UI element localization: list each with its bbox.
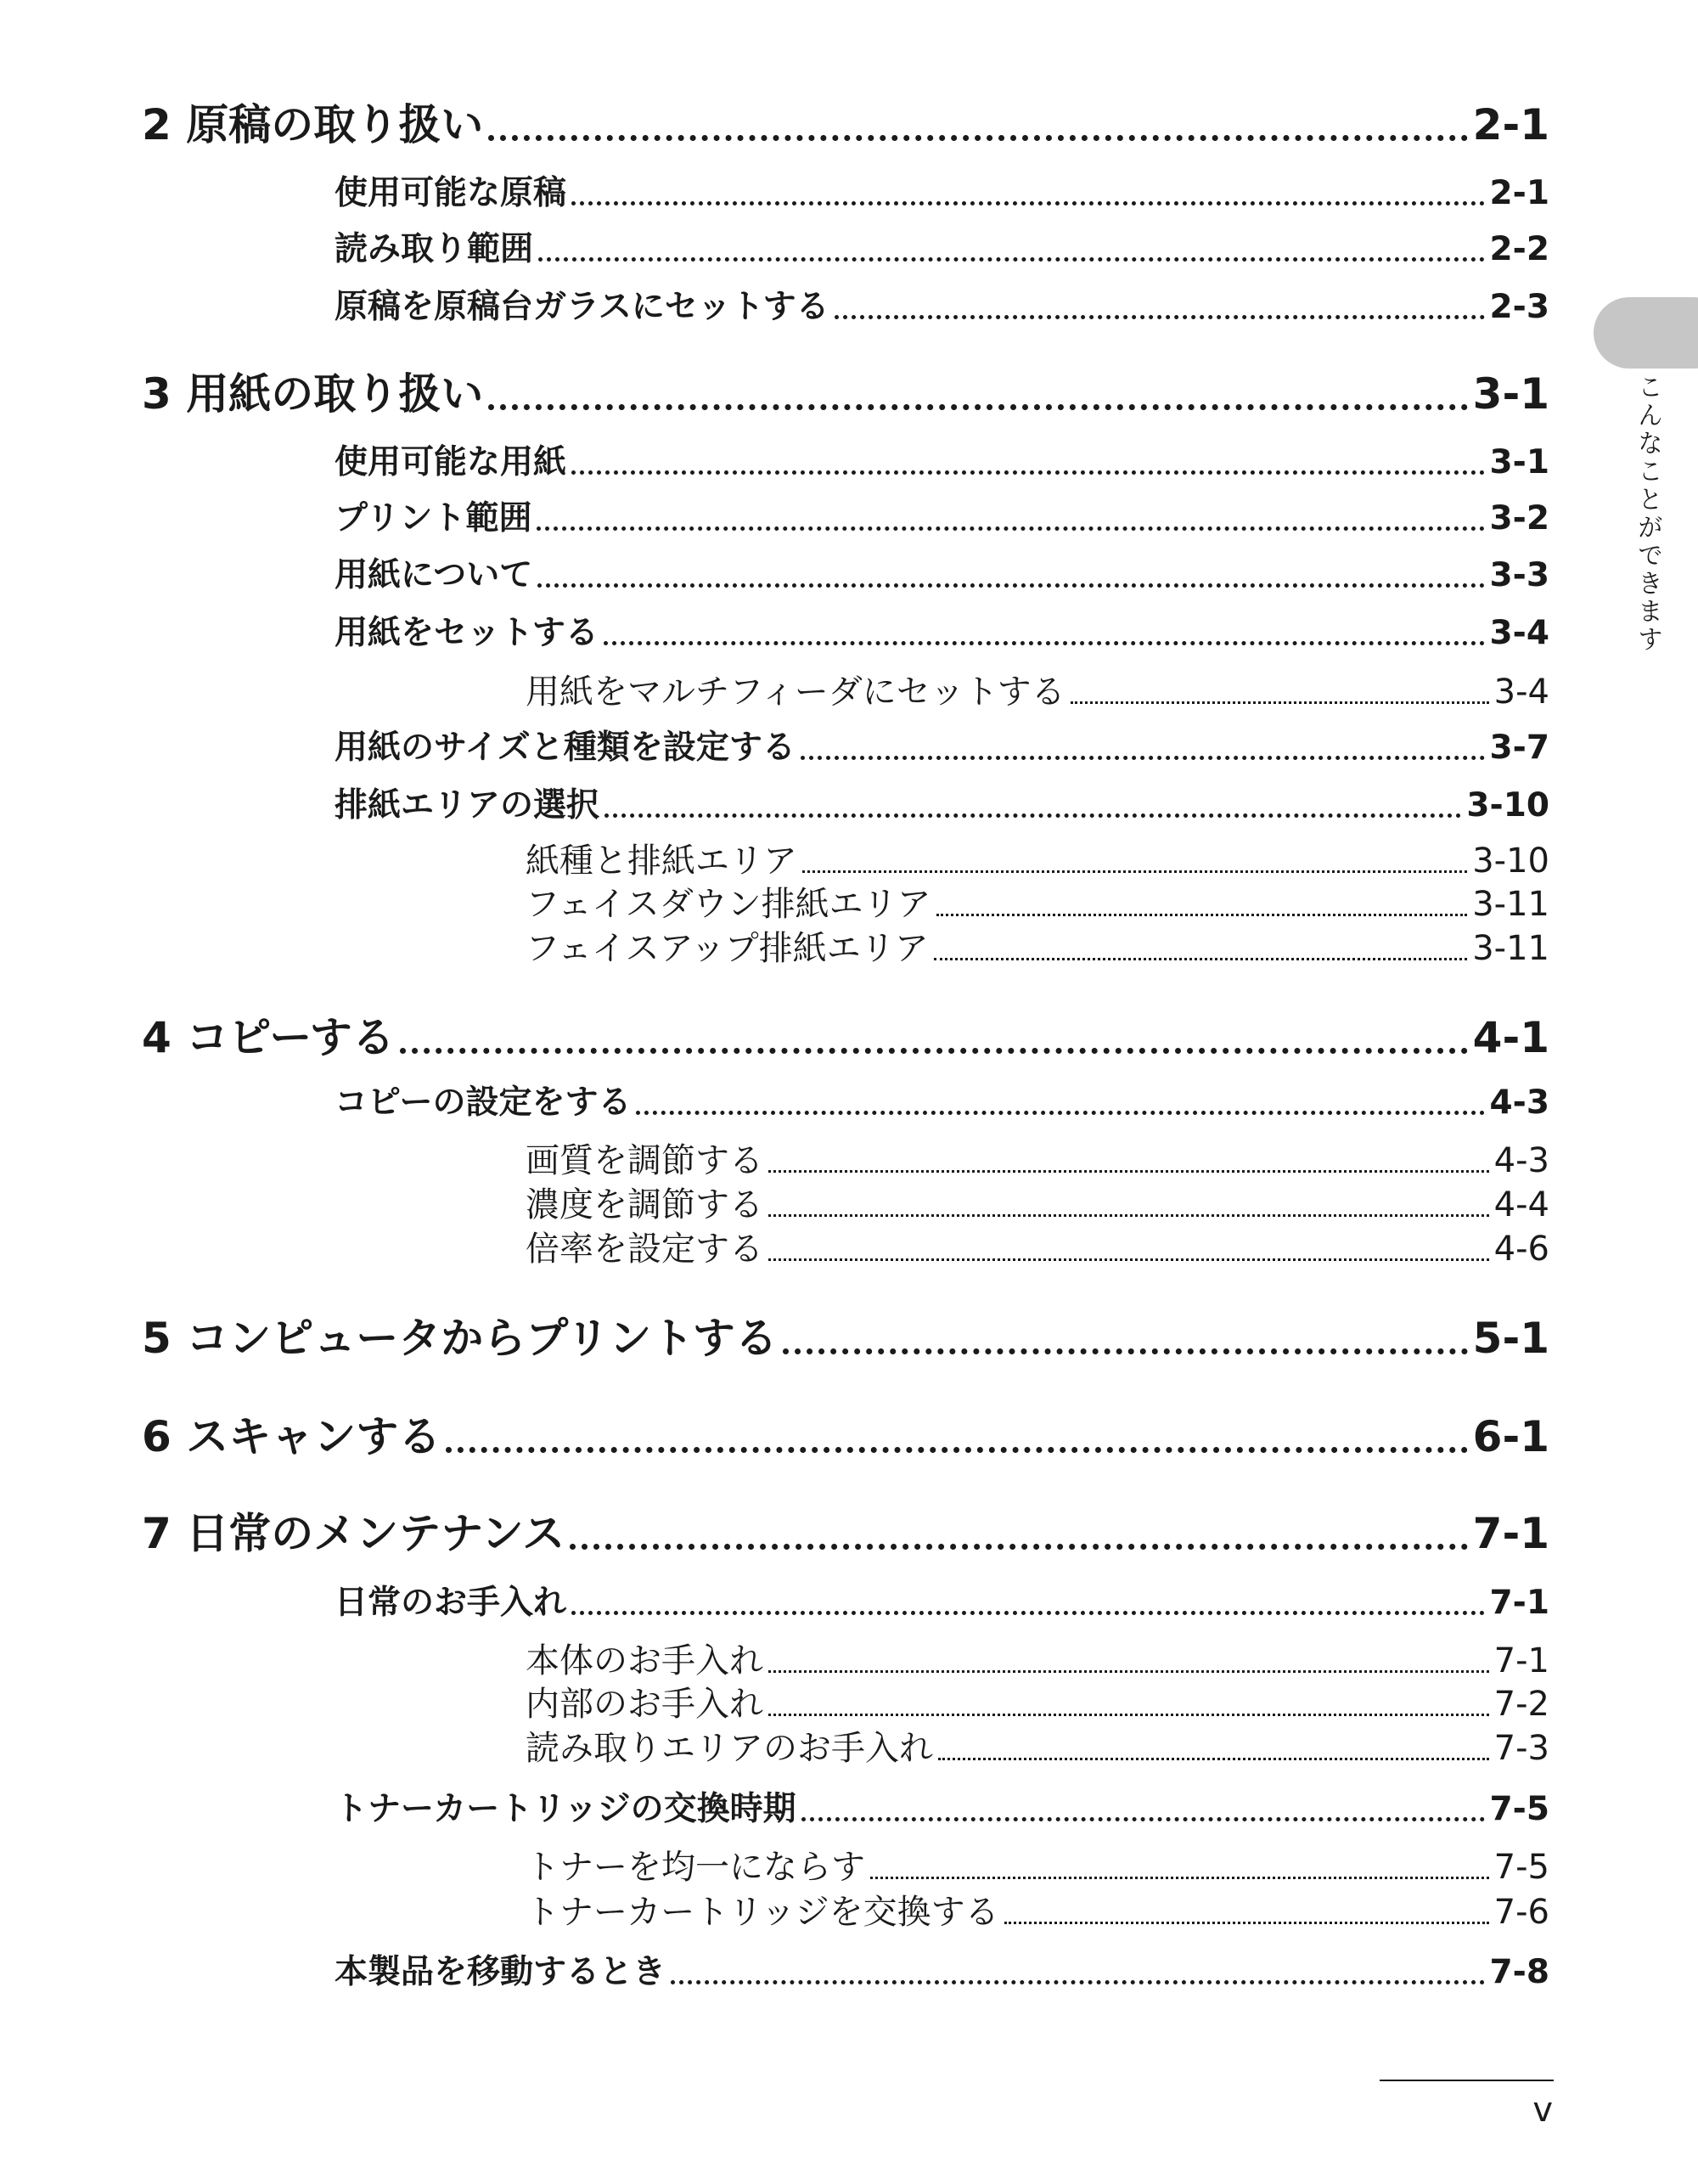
entry-title: 倍率を設定する (526, 1230, 763, 1269)
entry-page-number: 3-2 (1489, 499, 1549, 538)
section-entry (335, 443, 1549, 481)
section-entry (335, 729, 1549, 767)
dot-leader (1071, 701, 1489, 704)
dot-leader (768, 1170, 1489, 1173)
section-entry (335, 1790, 1549, 1828)
dot-leader (636, 1111, 1484, 1115)
entry-title: 6 スキャンする (142, 1412, 441, 1461)
dot-leader (801, 1817, 1485, 1821)
section-entry (335, 786, 1549, 825)
section-entry (335, 1953, 1549, 1991)
dot-leader (783, 1348, 1468, 1354)
entry-title: 用紙をマルチフィーダにセットする (526, 673, 1065, 712)
entry-title: 排紙エリアの選択 (335, 786, 600, 825)
subsection-entry (526, 673, 1549, 712)
entry-title: フェイスダウン排紙エリア (526, 885, 931, 924)
entry-title: 内部のお手入れ (526, 1685, 763, 1724)
entry-title: トナーカートリッジを交換する (526, 1893, 999, 1932)
entry-page-number: 3-10 (1472, 842, 1549, 881)
entry-title: フェイスアップ排紙エリア (526, 929, 929, 968)
entry-page-number: 7-2 (1493, 1685, 1549, 1724)
entry-page-number: 5-1 (1472, 1314, 1549, 1363)
entry-title: 日常のお手入れ (335, 1584, 567, 1622)
dot-leader (400, 1048, 1468, 1054)
subsection-entry (526, 1185, 1549, 1224)
entry-page-number: 7-1 (1472, 1509, 1549, 1558)
section-entry (335, 230, 1549, 268)
dot-leader (571, 201, 1485, 205)
dot-leader (768, 1214, 1489, 1217)
side-tab-label: こんなことができます (1633, 374, 1662, 654)
entry-title: 読み取り範囲 (335, 230, 534, 268)
section-entry (335, 499, 1549, 538)
entry-title: プリント範囲 (335, 499, 532, 538)
entry-page-number: 2-3 (1489, 288, 1549, 326)
dot-leader (571, 1611, 1485, 1615)
entry-title: トナーを均一にならす (526, 1848, 865, 1887)
entry-title: 本体のお手入れ (526, 1641, 763, 1680)
chapter-entry (142, 100, 1549, 149)
dot-leader (802, 870, 1467, 873)
dot-leader (768, 1670, 1489, 1673)
dot-leader (570, 1544, 1467, 1550)
entry-title: 3 用紙の取り扱い (142, 369, 484, 419)
chapter-entry (142, 369, 1549, 419)
entry-page-number: 4-1 (1472, 1013, 1549, 1062)
entry-page-number: 7-8 (1489, 1953, 1549, 1991)
section-entry (335, 1084, 1549, 1122)
entry-title: トナーカートリッジの交換時期 (335, 1790, 796, 1828)
dot-leader (537, 583, 1484, 588)
chapter-entry (142, 1412, 1549, 1461)
entry-page-number: 4-6 (1493, 1230, 1549, 1269)
dot-leader (768, 1714, 1489, 1716)
dot-leader (835, 315, 1485, 319)
entry-title: 用紙のサイズと種類を設定する (335, 729, 796, 767)
entry-page-number: 3-11 (1472, 885, 1549, 924)
entry-title: 読み取りエリアのお手入れ (526, 1729, 933, 1768)
entry-page-number: 3-1 (1472, 369, 1549, 419)
entry-title: 7 日常のメンテナンス (142, 1509, 565, 1558)
dot-leader (604, 641, 1485, 645)
chapter-entry (142, 1314, 1549, 1363)
dot-leader (537, 526, 1484, 531)
dot-leader (768, 1258, 1489, 1261)
subsection-entry (526, 885, 1549, 924)
entry-title: 2 原稿の取り扱い (142, 100, 484, 149)
entry-page-number: 3-7 (1489, 729, 1549, 767)
entry-page-number: 3-1 (1489, 443, 1549, 481)
entry-page-number: 2-1 (1489, 174, 1549, 212)
entry-page-number: 4-4 (1493, 1185, 1549, 1224)
subsection-entry (526, 1141, 1549, 1180)
dot-leader (1004, 1922, 1489, 1924)
dot-leader (571, 470, 1485, 475)
entry-title: 紙種と排紙エリア (526, 842, 797, 881)
entry-title: 原稿を原稿台ガラスにセットする (335, 288, 829, 326)
entry-title: 用紙をセットする (335, 614, 599, 652)
entry-page-number: 6-1 (1472, 1412, 1549, 1461)
entry-page-number: 7-5 (1489, 1790, 1549, 1828)
subsection-entry (526, 1893, 1549, 1932)
subsection-entry (526, 842, 1549, 881)
dot-leader (488, 404, 1467, 410)
section-entry (335, 616, 1549, 650)
entry-title: コピーの設定をする (335, 1084, 632, 1122)
dot-leader (938, 1758, 1489, 1760)
chapter-entry (142, 1013, 1549, 1062)
dot-leader (488, 135, 1467, 141)
subsection-entry (526, 1641, 1549, 1680)
subsection-entry (526, 1848, 1549, 1887)
entry-title: 使用可能な原稿 (335, 174, 567, 212)
entry-title: 濃度を調節する (526, 1185, 763, 1224)
footer-rule (1380, 2080, 1554, 2081)
dot-leader (934, 958, 1467, 960)
entry-page-number: 7-1 (1489, 1584, 1549, 1622)
chapter-entry (142, 1509, 1549, 1558)
entry-page-number: 3-3 (1489, 556, 1549, 594)
dot-leader (538, 257, 1485, 262)
page-number: v (1532, 2091, 1553, 2130)
entry-page-number: 7-3 (1493, 1729, 1549, 1768)
entry-title: 画質を調節する (526, 1141, 763, 1180)
dot-leader (671, 1980, 1485, 1984)
entry-page-number: 2-1 (1472, 100, 1549, 149)
dot-leader (801, 756, 1485, 760)
entry-page-number: 7-1 (1493, 1641, 1549, 1680)
subsection-entry (526, 1685, 1549, 1724)
entry-title: 本製品を移動するとき (335, 1953, 666, 1991)
entry-page-number: 4-3 (1489, 1084, 1549, 1122)
subsection-entry (526, 1729, 1549, 1768)
entry-title: 4 コピーする (142, 1013, 395, 1062)
entry-page-number: 3-4 (1489, 614, 1549, 652)
dot-leader (446, 1447, 1467, 1453)
section-entry (335, 556, 1549, 594)
chapter-side-tab (1594, 297, 1698, 369)
entry-page-number: 4-3 (1493, 1141, 1549, 1180)
entry-title: 使用可能な用紙 (335, 443, 567, 481)
dot-leader (936, 914, 1468, 916)
entry-title: 用紙について (335, 556, 533, 594)
section-entry (335, 1584, 1549, 1622)
section-entry (335, 174, 1549, 212)
subsection-entry (526, 1230, 1549, 1269)
dot-leader (604, 813, 1461, 818)
section-entry (335, 290, 1549, 324)
entry-page-number: 3-4 (1493, 673, 1549, 712)
entry-title: 5 コンピュータからプリントする (142, 1314, 778, 1363)
entry-page-number: 3-10 (1466, 786, 1549, 825)
entry-page-number: 7-5 (1493, 1848, 1549, 1887)
entry-page-number: 2-2 (1489, 230, 1549, 268)
subsection-entry (526, 929, 1549, 968)
entry-page-number: 3-11 (1472, 929, 1549, 968)
entry-page-number: 7-6 (1493, 1893, 1549, 1932)
dot-leader (870, 1877, 1489, 1879)
